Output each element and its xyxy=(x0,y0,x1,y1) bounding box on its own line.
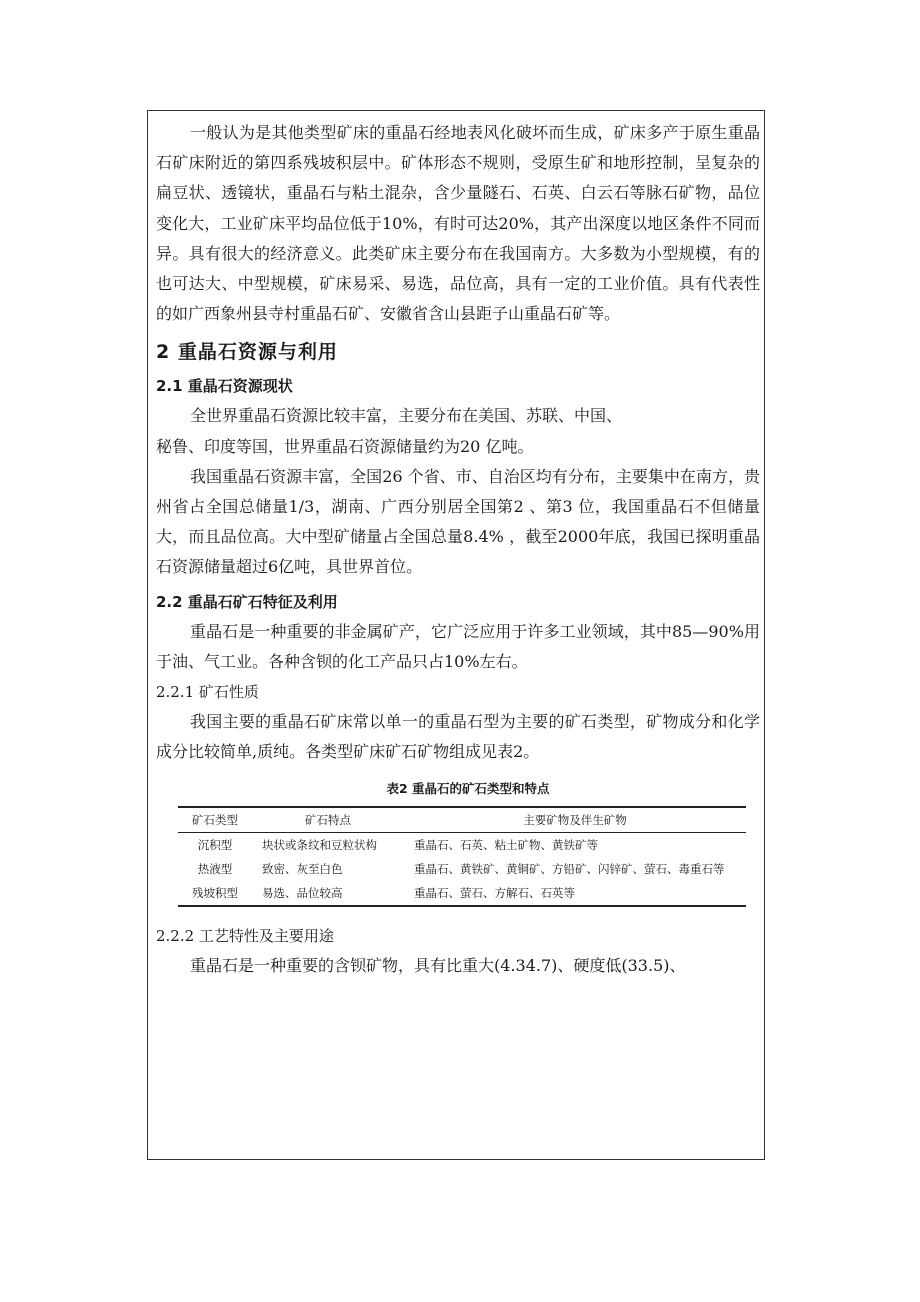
table-cell: 易选、品位较高 xyxy=(262,886,343,901)
ore-type-table xyxy=(178,806,746,907)
paragraph-2-2-1: 我国主要的重晶石矿床常以单一的重晶石型为主要的矿石类型，矿物成分和化学成分比较简单,质纯。各类型矿床矿石矿物组成见表2。 xyxy=(156,712,760,762)
table-cell: 热液型 xyxy=(197,862,233,877)
table-row xyxy=(178,857,746,881)
section-2-heading: 2 重晶石资源与利用 xyxy=(156,341,338,364)
table-cell: 重晶石、黄铁矿、黄铜矿、方铅矿、闪锌矿、萤石、毒重石等 xyxy=(414,862,725,877)
table-cell: 重晶石、萤石、方解石、石英等 xyxy=(414,886,575,901)
paragraph-2-2: 重晶石是一种重要的非金属矿产，它广泛应用于许多工业领域，其中85—90%用于油、气工业。各种含钡的化工产品只占10%左右。 xyxy=(156,621,760,671)
table-header-row xyxy=(178,807,746,833)
ore-type-table-figure xyxy=(178,779,758,907)
table-cell: 沉积型 xyxy=(197,838,233,853)
table-cell: 重晶石、石英、粘土矿物、黄铁矿等 xyxy=(414,838,598,853)
table-cell: 残坡积型 xyxy=(192,886,238,901)
table-row xyxy=(178,833,746,858)
paragraph-2-1-b: 我国重晶石资源丰富，全国26 个省、市、自治区均有分布，主要集中在南方，贵州省占全国总储量1/3，湖南、广西分别居全国第2 、第3 位，我国重晶石不但储量大，而且品位高。大中型矿储量占全国总量8.4% ，截至2000年底，我国已探明重晶石资源储量超过6亿吨，具世界首位。 xyxy=(156,466,760,577)
table-cell: 致密、灰至白色 xyxy=(262,862,343,877)
section-2-2-2-heading: 2.2.2 工艺特性及主要用途 xyxy=(156,927,334,946)
section-2-1-heading: 2.1 重晶石资源现状 xyxy=(156,377,293,396)
table-row xyxy=(178,881,746,906)
document-frame xyxy=(147,110,765,1160)
table-header-cell: 矿石特点 xyxy=(305,813,351,828)
paragraph-2-1-a-line1: 全世界重晶石资源比较丰富，主要分布在美国、苏联、中国、 xyxy=(190,406,623,426)
paragraph-2-2-2: 重晶石是一种重要的含钡矿物，具有比重大(4.34.7)、硬度低(33.5)、 xyxy=(190,956,686,976)
table-header-cell: 矿石类型 xyxy=(192,813,238,828)
table-cell: 块状或条纹和豆粒状构 xyxy=(262,838,377,853)
table-caption: 表2 重晶石的矿石类型和特点 xyxy=(386,781,550,797)
paragraph-2-1-a-line2: 秘鲁、印度等国，世界重晶石资源储量约为20 亿吨。 xyxy=(156,436,534,456)
document-content xyxy=(156,111,760,982)
intro-paragraph: 一般认为是其他类型矿床的重晶石经地表风化破坏而生成，矿床多产于原生重晶石矿床附近的第四系残坡积层中。矿体形态不规则，受原生矿和地形控制，呈复杂的扁豆状、透镜状，重晶石与粘土混杂，含少量隧石、石英、白云石等脉石矿物，品位变化大，工业矿床平均品位低于10%，有时可达20%，其产出深度以地区条件不同而异。具有很大的经济意义。此类矿床主要分布在我国南方。大多数为小型规模，有的也可达大、中型规模，矿床易采、易选，品位高，具有一定的工业价值。具有代表性的如广西象州县寺村重晶石矿、安徽省含山县距子山重晶石矿等。 xyxy=(156,123,760,324)
section-2-2-1-heading: 2.2.1 矿石性质 xyxy=(156,683,259,702)
table-header-cell: 主要矿物及伴生矿物 xyxy=(523,813,627,828)
section-2-2-heading: 2.2 重晶石矿石特征及利用 xyxy=(156,592,338,611)
